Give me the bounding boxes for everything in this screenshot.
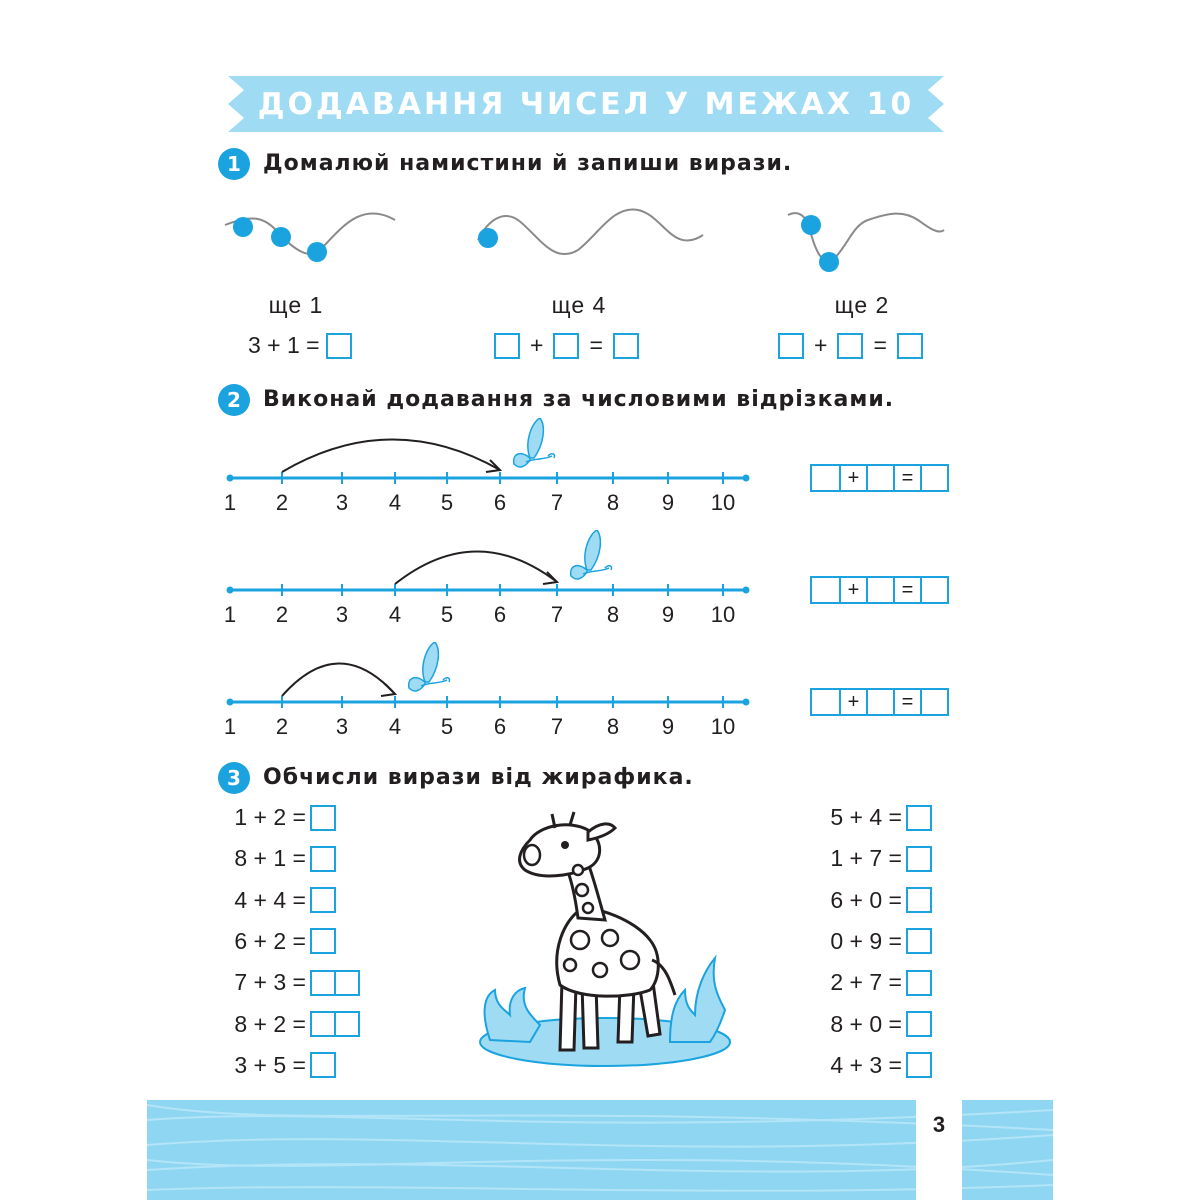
number-line-answer-1: [810, 464, 949, 492]
number-line-label: 10: [710, 714, 736, 739]
expression-text: 8 + 0 =: [830, 1010, 902, 1037]
answer-box[interactable]: [310, 1011, 336, 1037]
answer-box[interactable]: [310, 970, 336, 996]
page-title: ДОДАВАННЯ ЧИСЕЛ У МЕЖАХ 10: [257, 86, 915, 122]
expression-text: 6 + 2 =: [234, 927, 306, 954]
number-line-label: 8: [606, 602, 620, 627]
answer-box[interactable]: [326, 333, 352, 359]
answer-boxes: [906, 928, 932, 954]
answer-boxes: [906, 1011, 932, 1037]
answer-boxes: [310, 1052, 336, 1078]
answer-box[interactable]: [310, 846, 336, 872]
expression-row: [820, 1052, 932, 1079]
number-line-label: 6: [493, 490, 507, 515]
bead: [271, 227, 291, 247]
expression-text: 4 + 4 =: [234, 886, 306, 913]
expression-text: 3 + 5 =: [234, 1051, 306, 1078]
expression-row: [820, 1011, 932, 1038]
answer-cell[interactable]: [812, 578, 839, 602]
answer-box[interactable]: [906, 970, 932, 996]
number-line-label: 1: [223, 714, 237, 739]
number-line-label: 9: [661, 714, 675, 739]
answer-cell[interactable]: [920, 578, 947, 602]
answer-box[interactable]: [906, 887, 932, 913]
expression-text: 2 + 7 =: [830, 969, 902, 996]
giraffe-illustration: [470, 810, 740, 1080]
answer-box[interactable]: [553, 333, 579, 359]
bead: [819, 252, 839, 272]
more-label-3: ще 2: [834, 292, 890, 318]
answer-boxes: [310, 846, 336, 872]
expression-text: 1 + 7 =: [830, 845, 902, 872]
answer-cell[interactable]: [920, 466, 947, 490]
number-line-endpoint: [227, 587, 234, 594]
answer-box[interactable]: [906, 846, 932, 872]
answer-boxes: [310, 1011, 360, 1037]
number-line-label: 9: [661, 602, 675, 627]
task-number-3: 3: [218, 762, 250, 794]
answer-cell[interactable]: [866, 578, 893, 602]
butterfly-icon: [571, 530, 612, 579]
jump-arc: [395, 551, 557, 584]
expression-2: [494, 332, 639, 359]
expression-row: [224, 1011, 360, 1038]
task-number-2: 2: [218, 384, 250, 416]
bead: [233, 217, 253, 237]
expression-1: [248, 332, 352, 359]
answer-box[interactable]: [837, 333, 863, 359]
more-label-2: ще 4: [551, 292, 607, 318]
expression-text: 5 + 4 =: [830, 804, 902, 830]
number-line-label: 3: [335, 602, 349, 627]
number-line-label: 2: [275, 714, 289, 739]
plus-sign: +: [839, 578, 866, 602]
number-line-label: 7: [550, 490, 564, 515]
expression-row: [820, 969, 932, 996]
number-line-label: 2: [275, 602, 289, 627]
equals-sign: =: [893, 690, 920, 714]
number-line-label: 7: [550, 714, 564, 739]
answer-boxes: [906, 805, 932, 831]
answer-boxes: [906, 887, 932, 913]
task-number-1: 1: [218, 148, 250, 180]
answer-boxes: [310, 928, 336, 954]
number-line-answer-2: [810, 576, 949, 604]
number-line-label: 8: [606, 490, 620, 515]
number-line-endpoint: [743, 475, 750, 482]
answer-box[interactable]: [334, 1011, 360, 1037]
number-line-label: 4: [388, 602, 402, 627]
jump-arc: [282, 663, 395, 696]
number-line-label: 8: [606, 714, 620, 739]
answer-box[interactable]: [310, 805, 336, 831]
answer-cell[interactable]: [866, 466, 893, 490]
number-line-label: 6: [493, 602, 507, 627]
number-line-label: 10: [710, 602, 736, 627]
expression-text: 6 + 0 =: [830, 886, 902, 913]
expression-text: 1 + 2 =: [234, 804, 306, 830]
answer-box[interactable]: [310, 1052, 336, 1078]
number-line-label: 3: [335, 714, 349, 739]
expression-row: [224, 1052, 336, 1079]
answer-box[interactable]: [906, 1052, 932, 1078]
answer-box[interactable]: [613, 333, 639, 359]
expression-row: [224, 969, 360, 996]
number-line-endpoint: [743, 699, 750, 706]
answer-boxes: [310, 805, 336, 831]
answer-boxes: [310, 970, 360, 996]
page-number: 3: [932, 1112, 946, 1137]
number-line-label: 3: [335, 490, 349, 515]
expression-text: 8 + 1 =: [234, 845, 306, 872]
answer-box[interactable]: [334, 970, 360, 996]
number-line-label: 1: [223, 602, 237, 627]
plus-sign: +: [839, 690, 866, 714]
butterfly-icon: [514, 418, 555, 467]
task-instruction-3: Обчисли вирази від жирафика.: [263, 765, 694, 790]
number-line-label: 7: [550, 602, 564, 627]
equals-sign: =: [873, 332, 887, 358]
answer-boxes: [906, 970, 932, 996]
task-instruction-2: Виконай додавання за числовими відрізками.: [263, 387, 895, 412]
answer-cell[interactable]: [920, 690, 947, 714]
equals-sign: =: [893, 578, 920, 602]
answer-box[interactable]: [906, 1011, 932, 1037]
answer-box[interactable]: [778, 333, 804, 359]
number-line-label: 6: [493, 714, 507, 739]
jump-arc: [282, 439, 500, 472]
number-line-endpoint: [743, 587, 750, 594]
answer-box[interactable]: [310, 928, 336, 954]
expression-row: [224, 804, 336, 831]
task-instruction-1: Домалюй намистини й запиши вирази.: [263, 151, 793, 176]
number-line-label: 5: [440, 602, 454, 627]
butterfly-icon: [409, 642, 450, 691]
answer-cell[interactable]: [812, 466, 839, 490]
bead-string-2: [478, 209, 703, 254]
expression-text: 0 + 9 =: [830, 927, 902, 954]
number-line-answer-3: [810, 688, 949, 716]
expression-row: [820, 804, 932, 831]
number-line-label: 5: [440, 490, 454, 515]
plus-sign: +: [530, 332, 544, 358]
number-line-endpoint: [227, 475, 234, 482]
number-line-label: 4: [388, 490, 402, 515]
bead-string-1: [225, 213, 395, 262]
plus-sign: +: [839, 466, 866, 490]
number-line-label: 1: [223, 490, 237, 515]
number-line-endpoint: [227, 699, 234, 706]
number-line-label: 4: [388, 714, 402, 739]
number-line-label: 2: [275, 490, 289, 515]
answer-boxes: [906, 846, 932, 872]
number-line-label: 10: [710, 490, 736, 515]
answer-boxes: [310, 887, 336, 913]
expression-text: 8 + 2 =: [234, 1010, 306, 1037]
answer-cell[interactable]: [866, 690, 893, 714]
more-label-1: ще 1: [268, 292, 324, 318]
bead: [478, 228, 498, 248]
answer-box[interactable]: [906, 805, 932, 831]
expression-text: 3 + 1 =: [248, 332, 320, 358]
answer-box[interactable]: [310, 887, 336, 913]
expression-text: 7 + 3 =: [234, 969, 306, 996]
expression-3: [778, 332, 923, 359]
equals-sign: =: [893, 466, 920, 490]
answer-cell[interactable]: [812, 690, 839, 714]
number-line-label: 9: [661, 490, 675, 515]
expression-row: [224, 887, 336, 914]
expression-text: 4 + 3 =: [830, 1051, 902, 1078]
bead-string-3: [788, 213, 944, 272]
answer-box[interactable]: [897, 333, 923, 359]
bead: [307, 242, 327, 262]
number-line-label: 5: [440, 714, 454, 739]
number-line-3: [0, 642, 760, 722]
equals-sign: =: [589, 332, 603, 358]
bead: [801, 215, 821, 235]
expression-row: [820, 928, 932, 955]
answer-box[interactable]: [494, 333, 520, 359]
number-line-1: [0, 418, 760, 498]
answer-box[interactable]: [906, 928, 932, 954]
answer-boxes: [906, 1052, 932, 1078]
expression-row: [820, 887, 932, 914]
expression-row: [224, 845, 336, 872]
plus-sign: +: [814, 332, 828, 358]
expression-row: [820, 845, 932, 872]
expression-row: [224, 928, 336, 955]
bead-strings: [220, 195, 960, 285]
number-line-2: [0, 530, 760, 610]
jump-arrowhead: [381, 684, 395, 696]
